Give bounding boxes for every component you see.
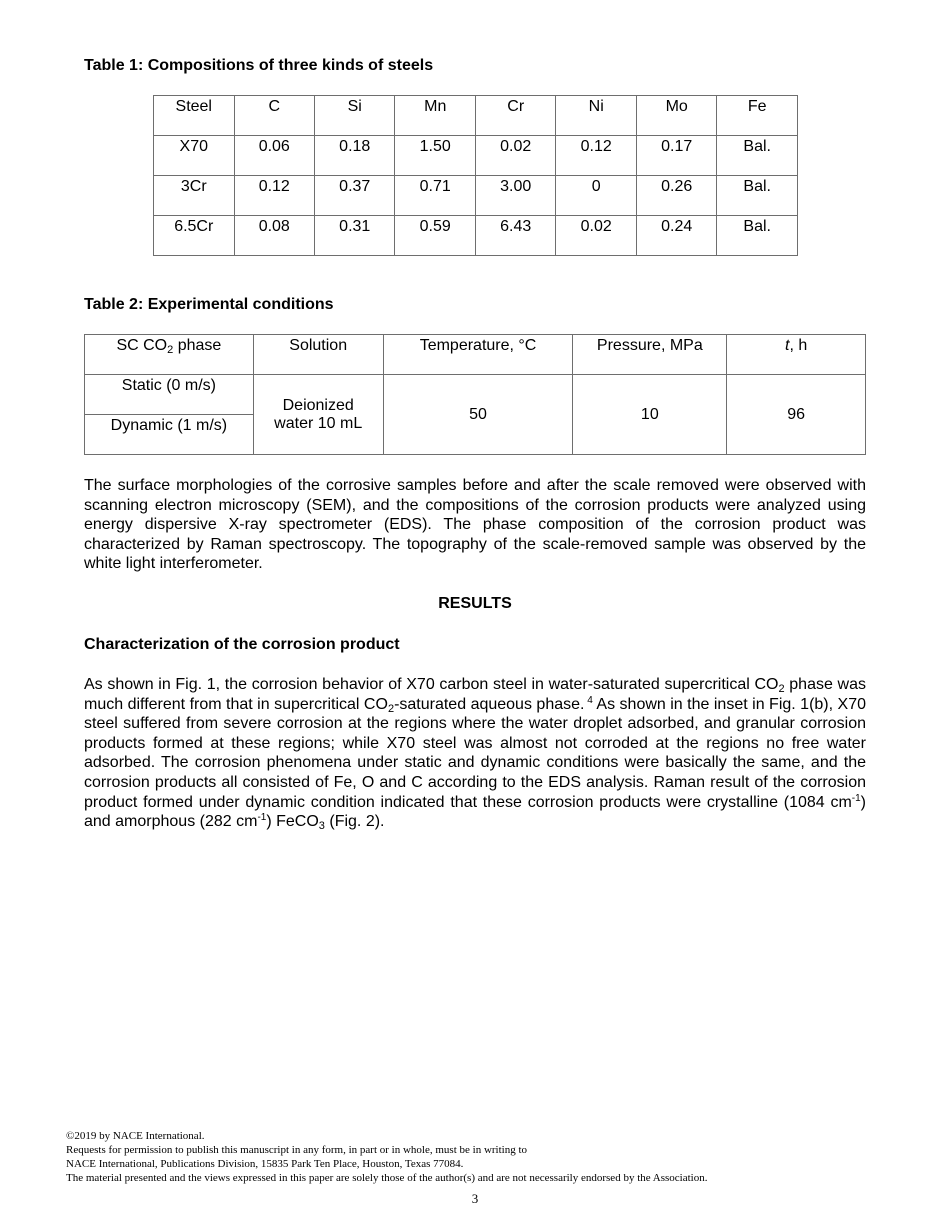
table-cell: X70	[154, 136, 235, 176]
table-header-cell: Fe	[717, 96, 798, 136]
citation-superscript: 4	[584, 694, 593, 706]
table1-caption: Table 1: Compositions of three kinds of steels	[84, 57, 434, 74]
table-cell: 6.5Cr	[154, 216, 235, 256]
table-cell: 10	[573, 375, 727, 455]
table-row	[154, 176, 798, 216]
text-run: (Fig. 2).	[324, 813, 385, 831]
page-number: 3	[471, 1191, 479, 1206]
table-header-cell: C	[234, 96, 314, 136]
subscript: 2	[387, 702, 395, 715]
table-cell: Bal.	[717, 176, 798, 216]
superscript: -1	[257, 812, 267, 824]
table-cell: 3.00	[475, 176, 555, 216]
text-run: phase was much different from that in supercritical CO	[84, 676, 867, 713]
table-cell: 50	[383, 375, 573, 455]
table-header-cell: Mn	[395, 96, 475, 136]
table-header-cell: Steel	[154, 96, 235, 136]
table-header-cell	[727, 335, 866, 375]
steel-composition-table	[153, 95, 798, 256]
table-header-cell: Cr	[475, 96, 555, 136]
table-cell: 0.31	[315, 216, 395, 256]
table-cell: Dynamic (1 m/s)	[85, 415, 254, 455]
table-header-cell: Si	[315, 96, 395, 136]
table-cell: 0.26	[636, 176, 716, 216]
time-variable: t	[784, 337, 790, 354]
table-cell: 0.12	[556, 136, 636, 176]
table-cell: 0.02	[556, 216, 636, 256]
table-cell: 0.02	[475, 136, 555, 176]
table-row	[85, 375, 866, 415]
text-run: ) and amorphous (282 cm	[84, 793, 866, 831]
time-unit: , h	[789, 337, 808, 354]
copyright-footer	[66, 1129, 707, 1185]
text-run: ) FeCO	[266, 813, 319, 831]
table-header-row	[85, 335, 866, 375]
experimental-conditions-table	[84, 334, 866, 455]
table-cell: Bal.	[717, 136, 798, 176]
text-run: As shown in the inset in Fig. 1(b), X70 steel suffered from severe corrosion at the regions where the water droplet adsorbed, and granular corrosion products formed at these regions; while X70 steel was almost not corroded at the regions no free water adsorbed. The corrosion phenomena under static and dynamic conditions were basically the same, and the corrosion products all consisted of Fe, O and C according to the EDS analysis. Raman result of the corrosion product formed under dynamic condition indicated that these corrosion products were crystalline (1084 cm	[84, 695, 867, 811]
table-cell: 0.59	[395, 216, 475, 256]
footer-line: The material presented and the views expressed in this paper are solely those of the author(s) and are not necessarily endorsed by the Association.	[66, 1172, 708, 1184]
table-cell: 0.06	[234, 136, 314, 176]
table-header-cell: Mo	[636, 96, 716, 136]
table-cell: 0.37	[315, 176, 395, 216]
table-cell: 0.12	[234, 176, 314, 216]
subscript: 3	[318, 820, 325, 833]
table-cell: Static (0 m/s)	[85, 375, 254, 415]
subscript: 2	[167, 344, 174, 356]
table-header-cell: Ni	[556, 96, 636, 136]
phase-header-suffix: phase	[173, 337, 222, 354]
section-subheading: Characterization of the corrosion product	[84, 636, 400, 653]
table-cell: Bal.	[717, 216, 798, 256]
text-run: -saturated aqueous phase.	[394, 695, 585, 713]
footer-line: NACE International, Publications Division, 15835 Park Ten Place, Houston, Texas 77084.	[66, 1158, 464, 1170]
phase-header-text: SC CO	[116, 337, 168, 354]
table-cell: 0.17	[636, 136, 716, 176]
table-row	[154, 136, 798, 176]
table-cell: 3Cr	[154, 176, 235, 216]
methods-paragraph: The surface morphologies of the corrosive samples before and after the scale removed were observed with scanning electron microscopy (SEM), and the compositions of the corrosion products were analyzed using energy dispersive X-ray spectrometer (EDS). The phase composition of the corrosion product was characterized by Raman spectroscopy. The topography of the scale-removed sample was observed by the white light interferometer.	[84, 477, 866, 573]
table-cell: 6.43	[475, 216, 555, 256]
table-cell: 96	[727, 375, 866, 455]
table-header-cell	[85, 335, 254, 375]
table-header-cell: Pressure, MPa	[573, 335, 727, 375]
table-cell: 0.24	[636, 216, 716, 256]
results-heading: RESULTS	[438, 595, 512, 612]
table-cell	[253, 375, 383, 455]
footer-line: ©2019 by NACE International.	[66, 1130, 205, 1142]
table-row	[154, 216, 798, 256]
table-cell: 1.50	[395, 136, 475, 176]
table-header-cell: Solution	[253, 335, 383, 375]
footer-line: Requests for permission to publish this manuscript in any form, in part or in whole, must be in writing to	[66, 1144, 528, 1156]
results-paragraph	[84, 675, 866, 832]
table-cell: 0.18	[315, 136, 395, 176]
table-header-cell: Temperature, °C	[383, 335, 573, 375]
text-run: As shown in Fig. 1, the corrosion behavior of X70 carbon steel in water-saturated supercritical CO	[84, 676, 779, 693]
superscript: -1	[851, 792, 861, 804]
table-cell: 0	[556, 176, 636, 216]
subscript: 2	[778, 683, 785, 695]
solution-line: Deionized	[282, 396, 354, 414]
table-header-row	[154, 96, 798, 136]
table2-caption: Table 2: Experimental conditions	[84, 296, 334, 313]
solution-line: water 10 mL	[274, 414, 363, 432]
table-cell: 0.71	[395, 176, 475, 216]
table-cell: 0.08	[234, 216, 314, 256]
